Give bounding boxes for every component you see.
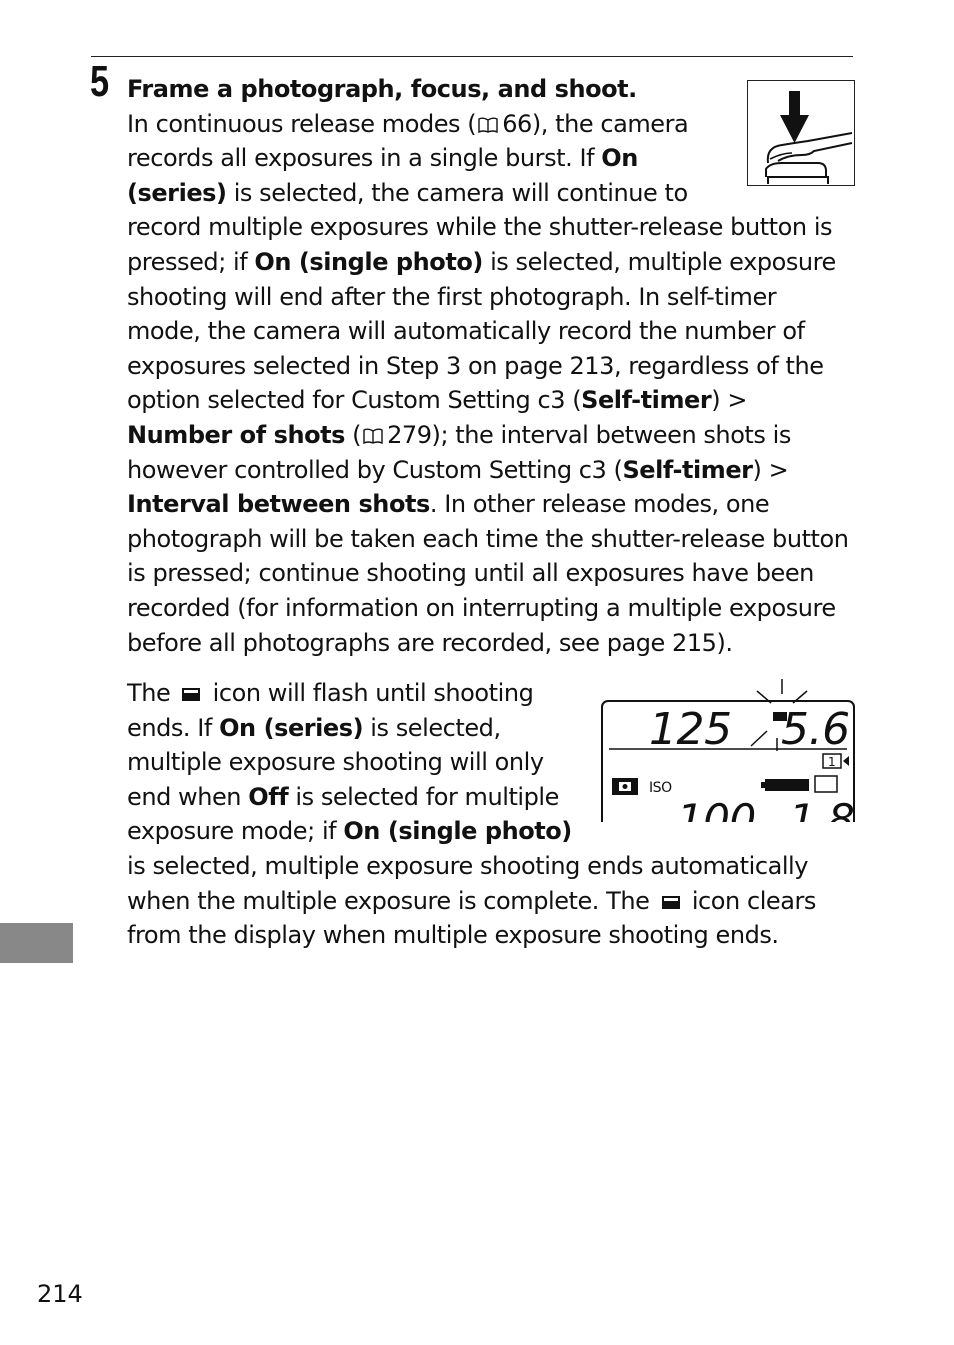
page-reference[interactable]: 279 [387, 420, 432, 449]
lcd-iso-value: 100 [677, 795, 756, 822]
lcd-remaining-unit [837, 821, 848, 822]
shutter-press-icon [748, 81, 853, 184]
step-heading: Frame a photograph, focus, and shoot. [127, 75, 637, 103]
lcd-shutter-speed: 125 [649, 704, 732, 755]
multiple-exposure-icon [181, 687, 201, 702]
battery-icon [761, 779, 809, 791]
lcd-panel [601, 676, 855, 822]
lcd-remaining: 1.8 [789, 795, 855, 822]
page-number: 214 [37, 1280, 83, 1308]
lcd-aperture: 5.6 [781, 704, 850, 755]
book-reference-icon [478, 117, 498, 133]
lcd-frame-count: 1 [828, 755, 836, 769]
step-note: 125 5.6 1 ISO 100 1.8 The icon will flash until shooting ends. If On (series) is selected, multiple exposure shooting will only end when Off is selected for multiple exposure mode; if On (single photo) is selected, multiple exposure shooting ends automatically when the multiple exposure is complete. The icon clears from the display when multiple exposure shooting ends. [127, 676, 855, 953]
page-reference[interactable]: 66 [502, 109, 532, 138]
multiple-exposure-icon [661, 895, 681, 910]
step-body: Frame a photograph, focus, and shoot. In continuous release modes ( 66), the camera records all exposures in a single burst. If On (series) is selected, the camera will continue to record multiple exposures while the shutter-release button is pressed; if On (single photo) is selected, multiple exposure shooting will end after the first photograph. In self-timer mode, the camera will automatically record the number of exposures selected in Step 3 on page 213, regardless of the option selected for Custom Setting c3 (Self-timer) > Number of shots ( 279); the interval between shots is however controlled by Custom Setting c3 (Self-timer) > Interval between shots. In other release modes, one photograph will be taken each time the shutter-release button is pressed; continue shooting until all exposures have been recorded (for information on interrupting a multiple exposure before all photographs are recorded, see page 215). [127, 72, 855, 660]
shutter-press-illustration [747, 80, 855, 186]
lcd-iso-label: ISO [649, 780, 672, 796]
section-tab [0, 923, 73, 963]
card-slot-icon [815, 776, 837, 792]
control-panel-illustration [601, 676, 855, 822]
step-number: 5 [90, 57, 110, 106]
metering-icon [612, 778, 638, 795]
top-rule [91, 56, 853, 57]
book-reference-icon [363, 428, 383, 444]
